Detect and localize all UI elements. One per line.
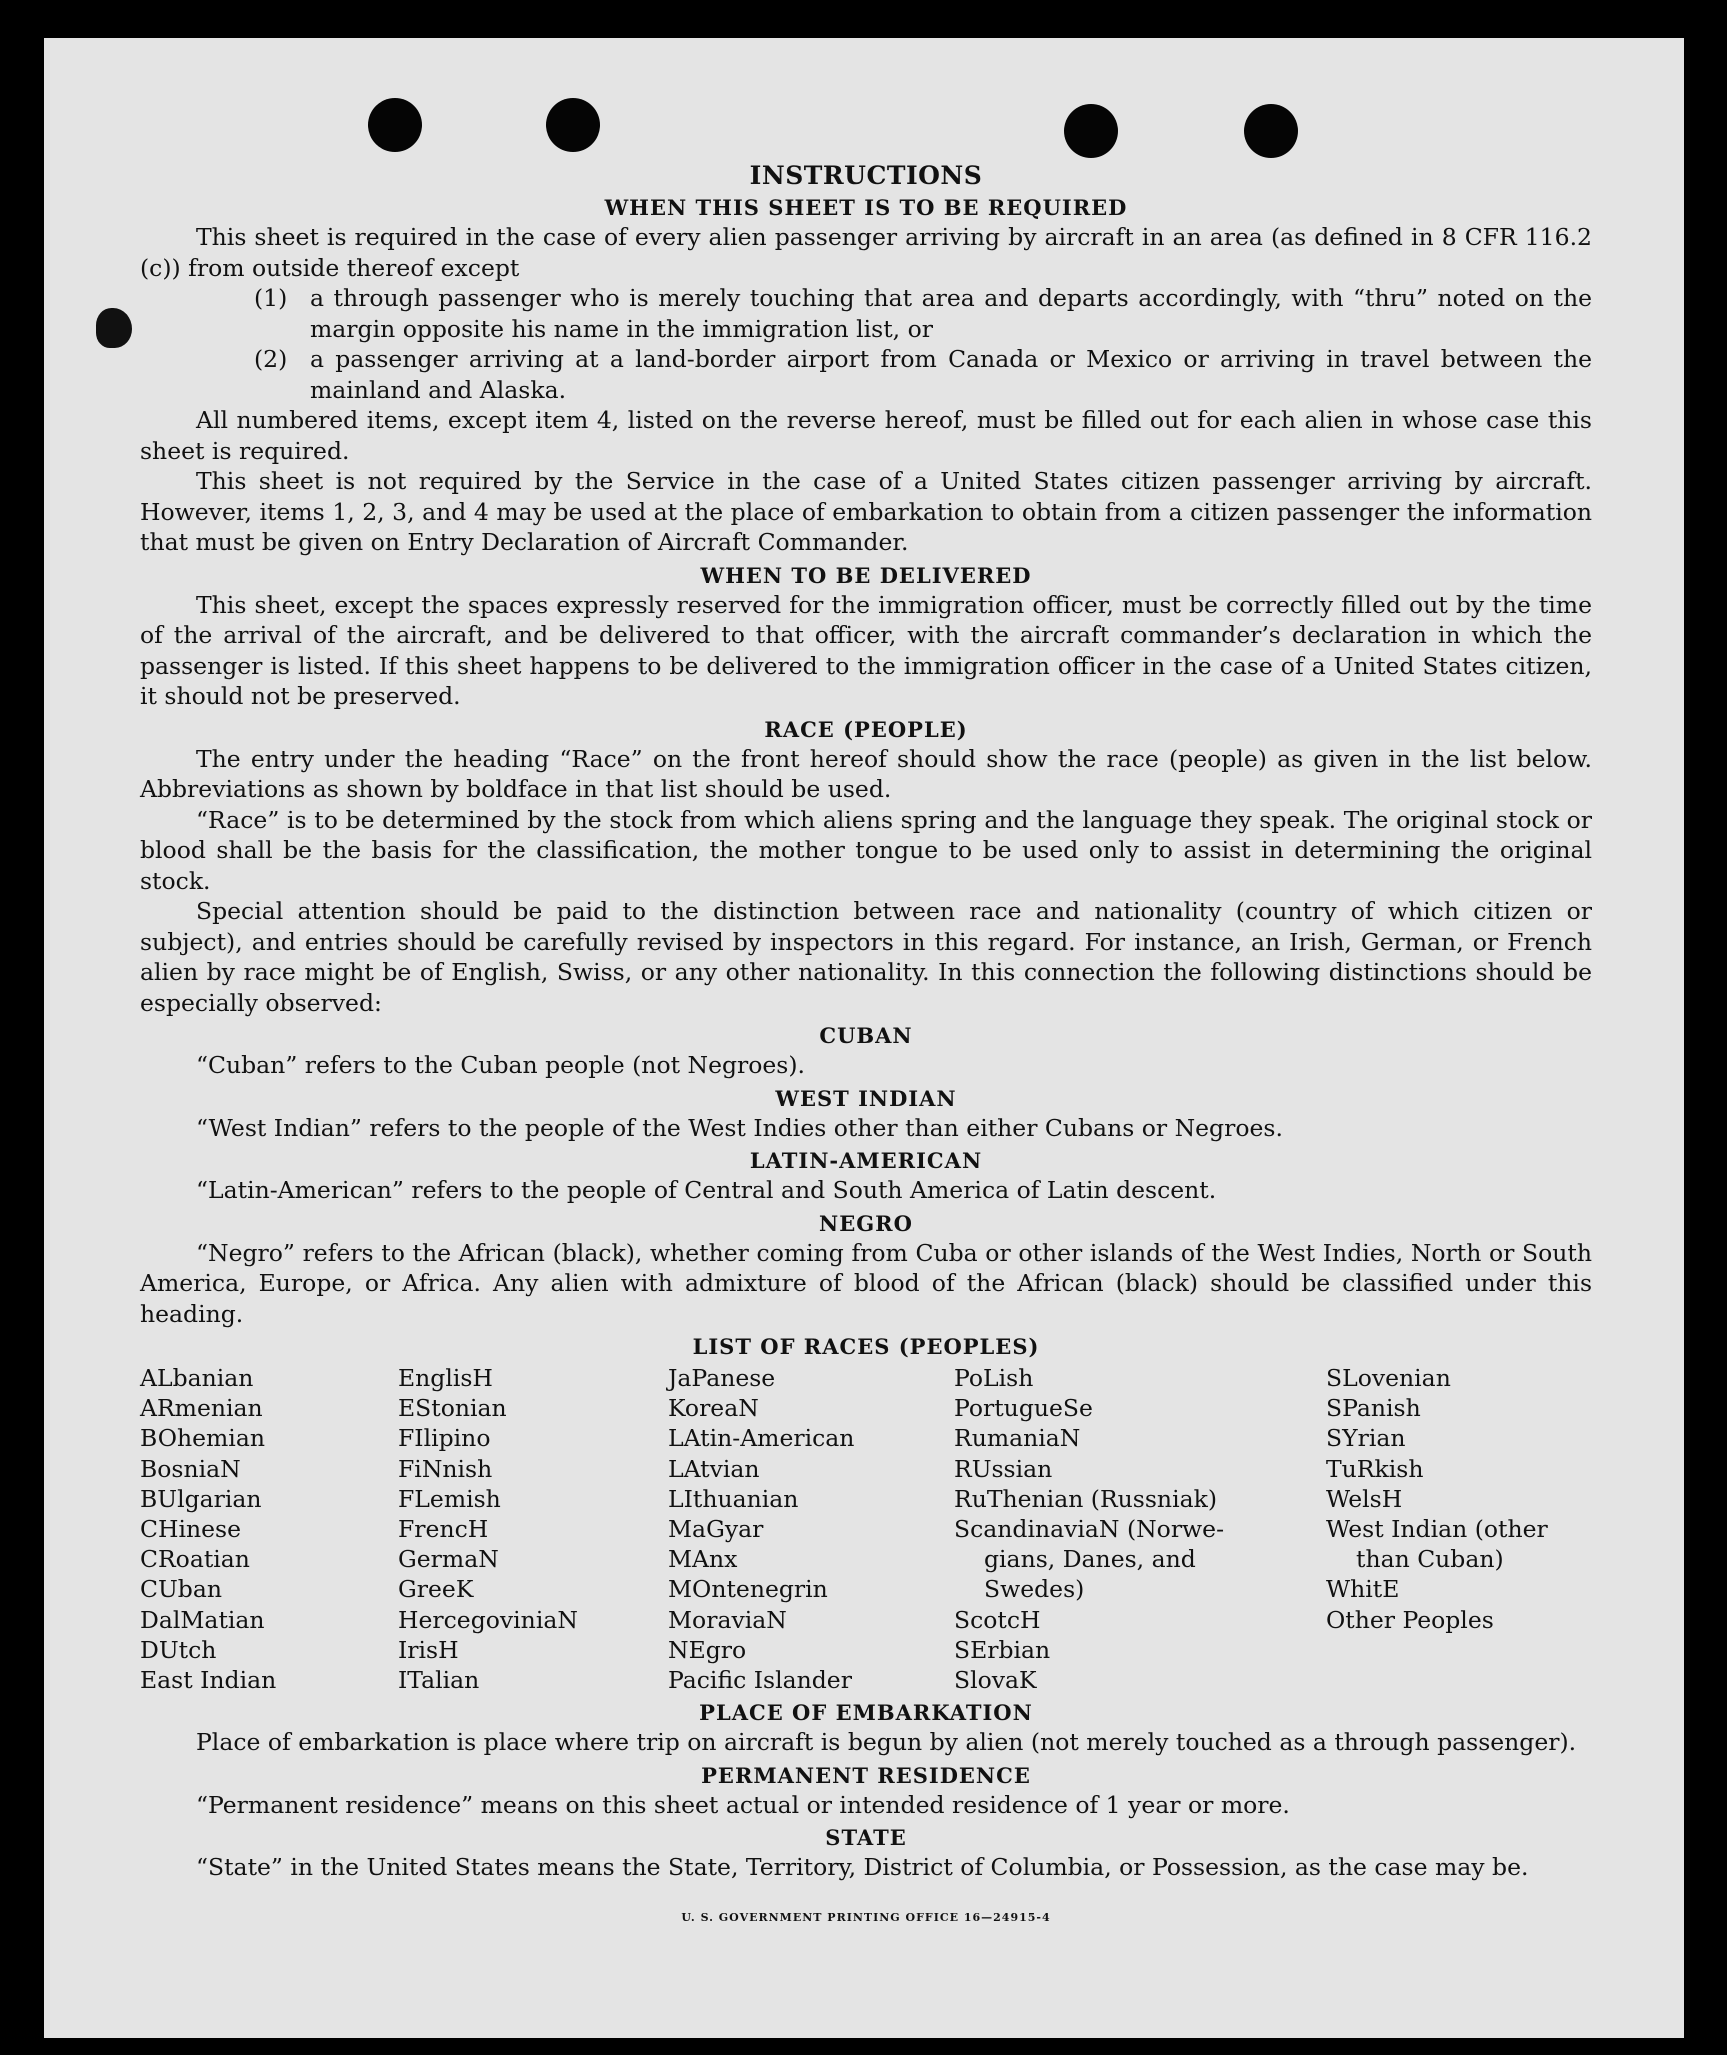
race-paragraph-3: Special attention should be paid to the distinction between race and nationality (country of which citizen or subject), and entries should be carefully revised by inspectors in this regard. For instance, an Irish, German, or French alien by race might be of English, Swiss, or any other nationality. In this connection the following distinctions should be especially observed: <box>140 897 1592 1017</box>
race-entry: MAnx <box>668 1545 738 1574</box>
race-entry: FrencH <box>398 1515 489 1544</box>
race-entry: FLemish <box>398 1484 501 1513</box>
race-entry: RuThenian (Russniak) <box>954 1484 1217 1513</box>
race-entry: LIthuanian <box>668 1484 799 1513</box>
heading-embarkation: PLACE OF EMBARKATION <box>699 1700 1033 1726</box>
race-entry: Swedes) <box>984 1575 1085 1604</box>
race-entry: TuRkish <box>1326 1454 1424 1483</box>
when-required-intro: This sheet is required in the case of every alien passenger arriving by aircraft in an area (as defined in 8 CFR 116.2 (c)) from outside thereof except <box>140 223 1592 282</box>
heading-residence: PERMANENT RESIDENCE <box>701 1762 1031 1788</box>
instructions-body <box>140 122 1592 1933</box>
race-entry: RumaniaN <box>954 1424 1081 1453</box>
race-entry: Pacific Islander <box>668 1666 852 1695</box>
race-column <box>140 1363 398 1695</box>
race-entry: DUtch <box>140 1635 217 1664</box>
heading-latin-american: LATIN-AMERICAN <box>749 1148 983 1173</box>
cuban-text: “Cuban” refers to the Cuban people (not Negroes). <box>196 1051 806 1079</box>
race-entry: BosniaN <box>140 1454 241 1483</box>
west-indian-text: “West Indian” refers to the people of the West Indies other than either Cubans or Negroes. <box>196 1113 1283 1142</box>
race-entry: Other Peoples <box>1326 1605 1494 1634</box>
race-entry: FIlipino <box>398 1424 491 1453</box>
exception-text: a passenger arriving at a land-border airport from Canada or Mexico or arriving in travel between the mainland and Alaska. <box>310 345 1592 404</box>
race-entry: West Indian (other <box>1326 1515 1548 1544</box>
race-entry: BOhemian <box>140 1424 265 1453</box>
race-entry: gians, Danes, and <box>984 1545 1196 1574</box>
race-entry: LAtvian <box>668 1454 760 1483</box>
race-entry: PortugueSe <box>954 1394 1093 1423</box>
state-text: “State” in the United States means the State, Territory, District of Columbia, or Possession, as the case may be. <box>196 1853 1529 1882</box>
citizen-paragraph: This sheet is not required by the Service in the case of a United States citizen passenger arriving by aircraft. However, items 1, 2, 3, and 4 may be used at the place of embarkation to obtain from a citizen passenger the information that must be given on Entry Declaration of Aircraft Commander. <box>140 467 1592 556</box>
exception-number: (1) <box>254 284 288 312</box>
race-entry: SErbian <box>954 1635 1051 1664</box>
race-entry: EStonian <box>398 1394 507 1423</box>
race-column <box>954 1363 1326 1695</box>
race-entry: ITalian <box>398 1666 480 1695</box>
race-entry: DalMatian <box>140 1605 265 1634</box>
heading-negro: NEGRO <box>819 1210 913 1236</box>
race-entry: ARmenian <box>140 1394 263 1423</box>
heading-west-indian: WEST INDIAN <box>775 1085 957 1111</box>
heading-when-required: WHEN THIS SHEET IS TO BE REQUIRED <box>604 195 1128 220</box>
race-entry: BUlgarian <box>140 1484 262 1513</box>
race-entry: CHinese <box>140 1515 241 1544</box>
heading-list-of-races: LIST OF RACES (PEOPLES) <box>692 1334 1040 1359</box>
heading-when-delivered: WHEN TO BE DELIVERED <box>700 562 1032 588</box>
race-list <box>140 1363 1592 1695</box>
race-entry: ScandinaviaN (Norwe- <box>954 1515 1225 1544</box>
race-entry: RUssian <box>954 1454 1053 1483</box>
race-entry: GermaN <box>398 1545 499 1574</box>
race-entry: MOntenegrin <box>668 1575 828 1604</box>
race-entry: WhitE <box>1326 1575 1400 1604</box>
negro-text: “Negro” refers to the African (black), whether coming from Cuba or other islands of the West Indies, North or South America, Europe, or Africa. Any alien with admixture of blood of the African (black) should be classified under this heading. <box>140 1238 1592 1328</box>
race-entry: JaPanese <box>668 1364 776 1392</box>
latin-american-text: “Latin-American” refers to the people of Central and South America of Latin descent. <box>196 1176 1217 1204</box>
race-entry: than Cuban) <box>1356 1545 1504 1574</box>
residence-text: “Permanent residence” means on this sheet actual or intended residence of 1 year or more. <box>196 1790 1290 1819</box>
race-entry: WelsH <box>1326 1484 1403 1513</box>
document-page <box>44 38 1684 2038</box>
race-entry: FiNnish <box>398 1454 493 1483</box>
race-paragraph-1: The entry under the heading “Race” on the front hereof should show the race (people) as given in the list below. Abbreviations as shown by boldface in that list should be used. <box>140 744 1592 803</box>
race-entry: IrisH <box>398 1635 459 1664</box>
exception-text: a through passenger who is merely touching that area and departs accordingly, with “thru” noted on the margin opposite his name in the immigration list, or <box>310 284 1592 343</box>
printing-office-footer: U. S. GOVERNMENT PRINTING OFFICE 16—24915-4 <box>681 1910 1051 1924</box>
race-paragraph-2: “Race” is to be determined by the stock from which aliens spring and the language they speak. The original stock or blood shall be the basis for the classification, the mother tongue to be used only to assist in determining the original stock. <box>140 805 1592 895</box>
ink-blot <box>96 308 132 348</box>
race-entry: LAtin-American <box>668 1424 855 1453</box>
race-entry: CUban <box>140 1575 222 1604</box>
numbered-items-paragraph: All numbered items, except item 4, listed on the reverse hereof, must be filled out for each alien in whose case this sheet is required. <box>140 406 1592 465</box>
race-entry: CRoatian <box>140 1545 250 1574</box>
race-entry: ALbanian <box>140 1364 254 1392</box>
race-entry: MoraviaN <box>668 1605 787 1634</box>
race-column <box>668 1363 954 1695</box>
exception-item <box>254 344 1592 405</box>
heading-state: STATE <box>825 1825 907 1851</box>
exception-item <box>254 283 1592 344</box>
embarkation-text: Place of embarkation is place where trip on aircraft is begun by alien (not merely touched as a through passenger). <box>196 1728 1577 1757</box>
race-entry: SLovenian <box>1326 1364 1451 1392</box>
race-entry: NEgro <box>668 1635 747 1664</box>
race-entry: MaGyar <box>668 1515 764 1544</box>
race-column <box>1326 1363 1592 1695</box>
when-delivered-text: This sheet, except the spaces expressly reserved for the immigration officer, must be correctly filled out by the time of the arrival of the aircraft, and be delivered to that officer, with the aircraft commander’s declaration in which the passenger is listed. If this sheet happens to be delivered to the immigration officer in the case of a United States citizen, it should not be preserved. <box>140 590 1592 710</box>
race-column <box>398 1363 668 1695</box>
race-entry: HercegoviniaN <box>398 1605 578 1634</box>
page-title: INSTRUCTIONS <box>749 161 983 190</box>
race-entry: EnglisH <box>398 1364 493 1392</box>
exception-number: (2) <box>254 345 288 373</box>
heading-race: RACE (PEOPLE) <box>764 716 968 742</box>
race-entry: KoreaN <box>668 1394 759 1423</box>
race-entry: ScotcH <box>954 1605 1041 1634</box>
race-entry: SPanish <box>1326 1394 1421 1423</box>
race-entry: SYrian <box>1326 1424 1406 1453</box>
race-entry: GreeK <box>398 1575 474 1604</box>
heading-cuban: CUBAN <box>819 1023 913 1048</box>
race-entry: East Indian <box>140 1666 277 1695</box>
race-entry: PoLish <box>954 1364 1034 1392</box>
race-entry: SlovaK <box>954 1666 1037 1695</box>
